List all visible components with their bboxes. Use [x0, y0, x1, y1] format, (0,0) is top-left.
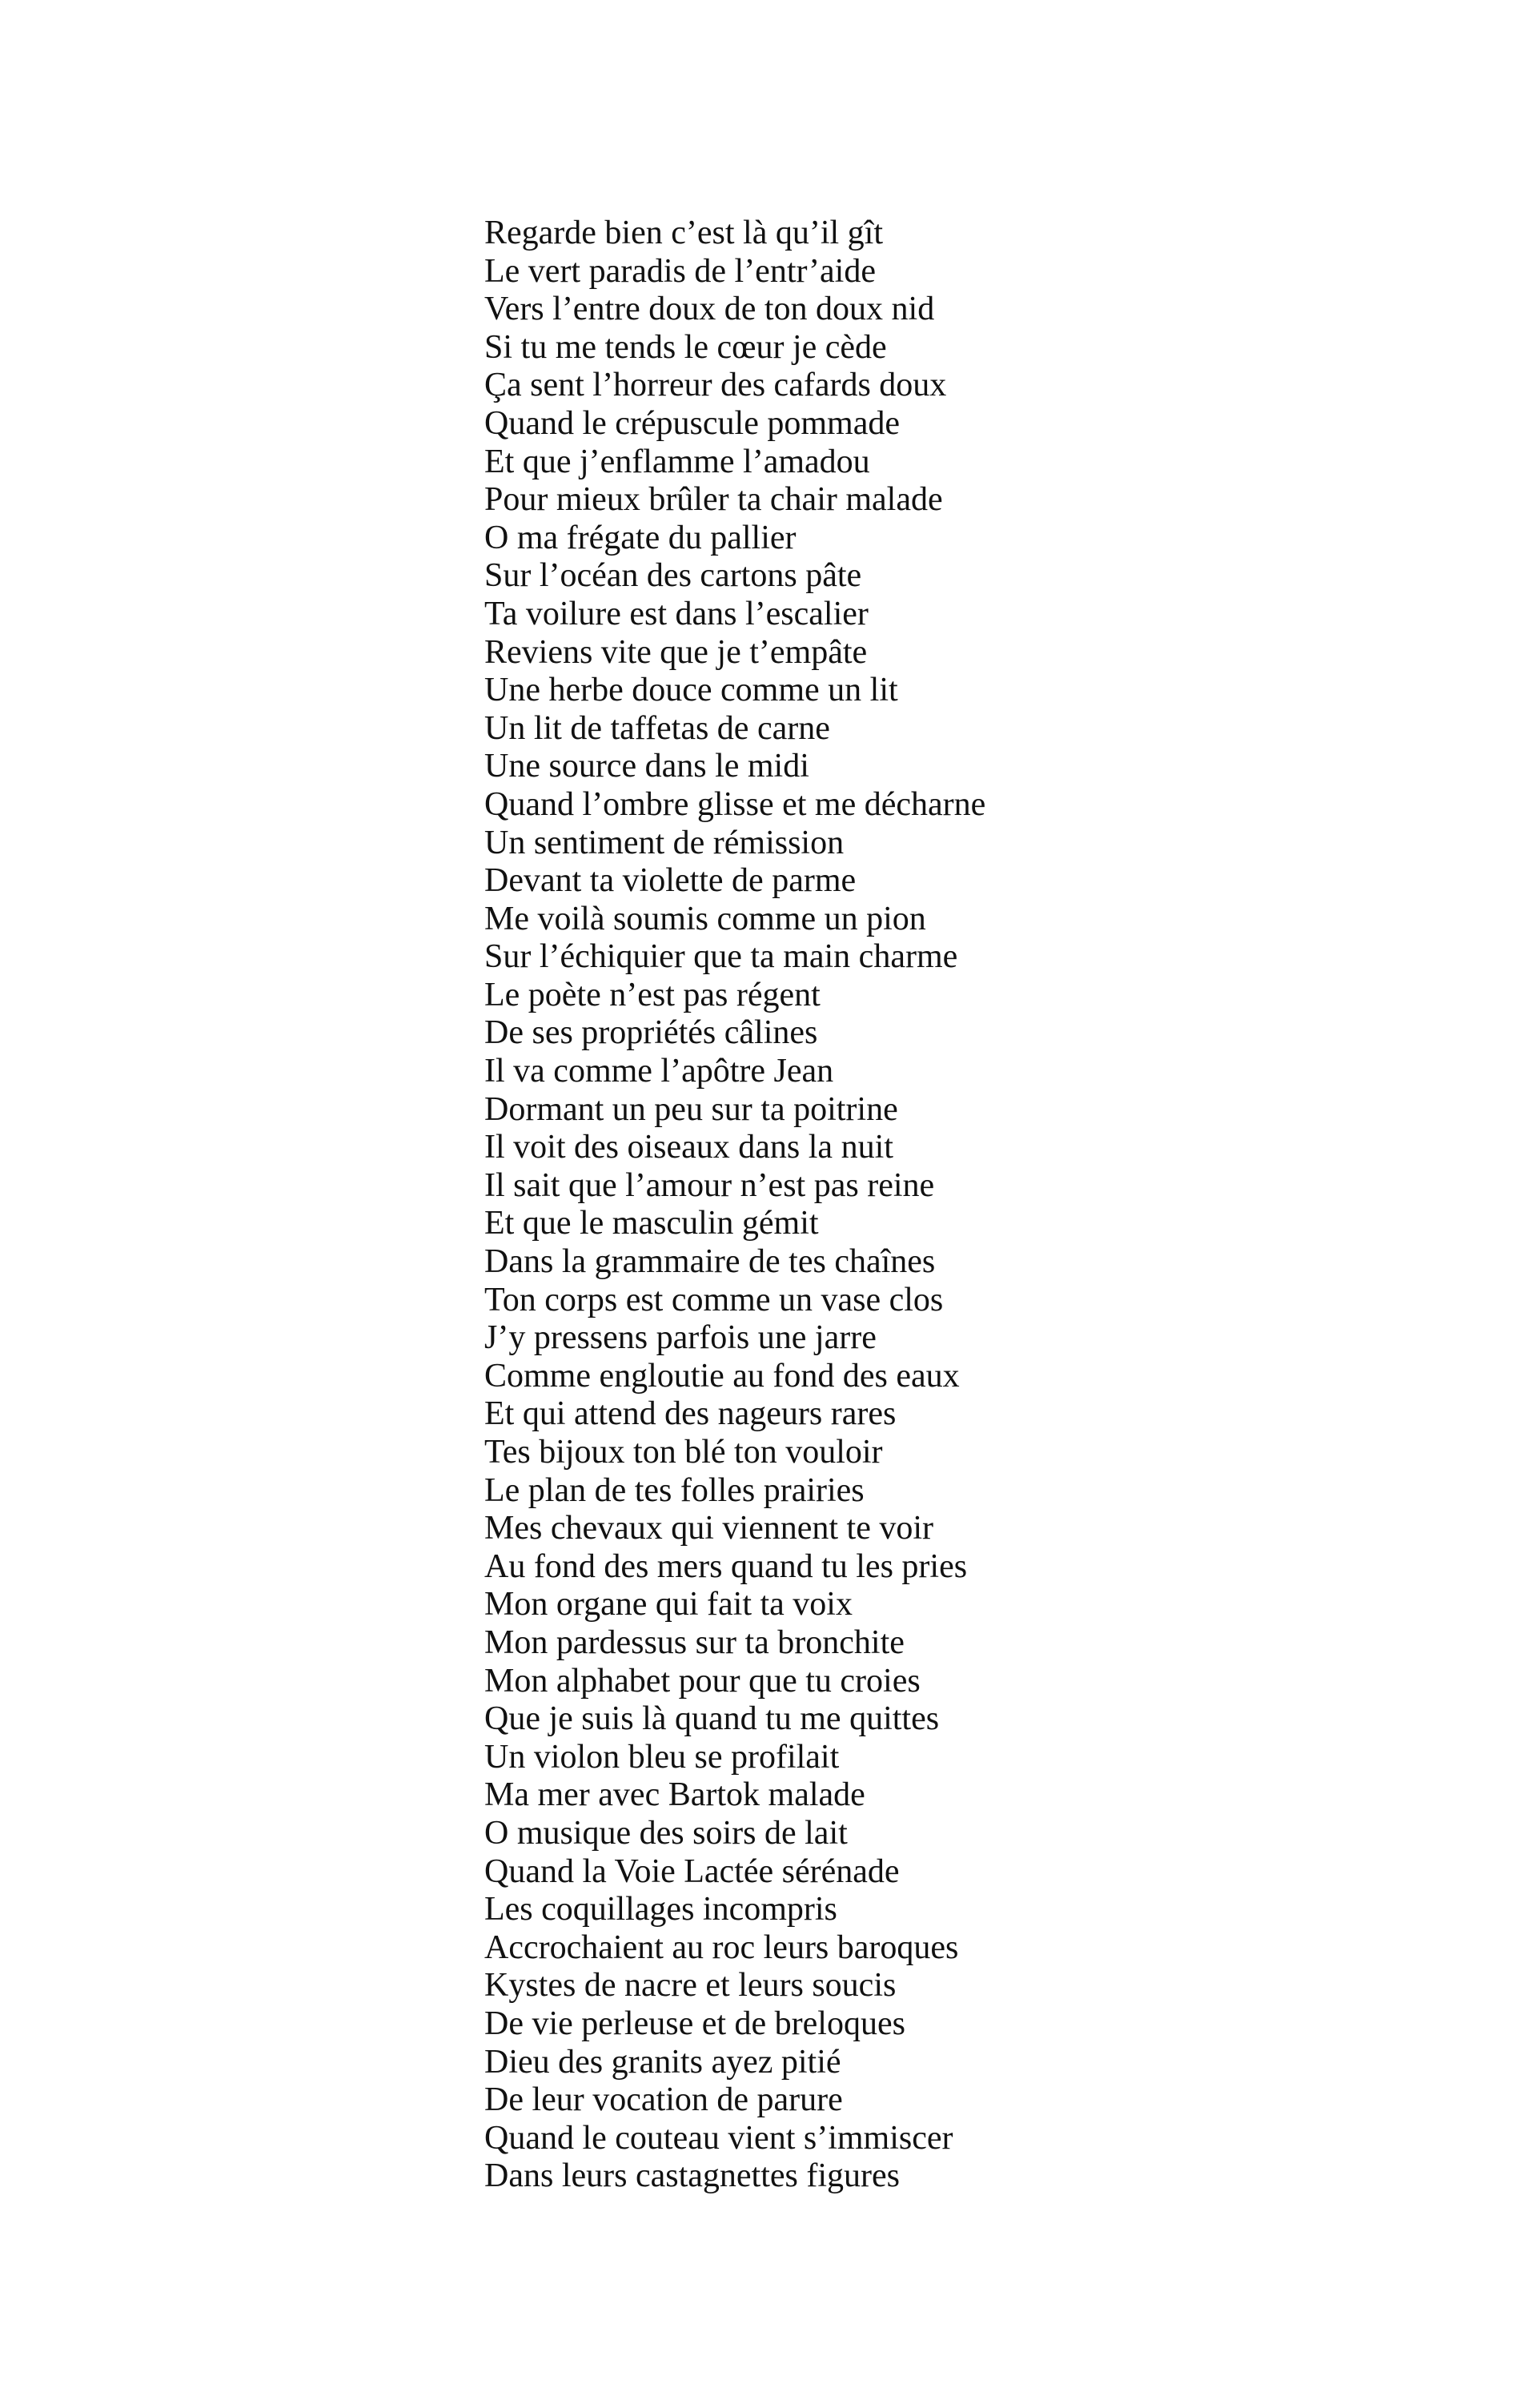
poem-line: De leur vocation de parure [484, 2081, 843, 2119]
poem-line: Le poète n’est pas régent [484, 976, 821, 1013]
poem-line: Ton corps est comme un vase clos [484, 1281, 944, 1318]
poem-line: Et que le masculin gémit [484, 1205, 819, 1242]
poem-line: Ça sent l’horreur des cafards doux [484, 367, 947, 404]
poem-line: Sur l’océan des cartons pâte [484, 557, 862, 595]
poem-line: Une source dans le midi [484, 748, 809, 785]
poem-line: Et qui attend des nageurs rares [484, 1395, 897, 1433]
poem-line: Me voilà soumis comme un pion [484, 900, 926, 937]
poem-line: Un sentiment de rémission [484, 824, 845, 861]
poem-line: Le vert paradis de l’entr’aide [484, 252, 876, 290]
poem-line: Ma mer avec Bartok malade [484, 1776, 865, 1814]
poem-line: Mes chevaux qui viennent te voir [484, 1510, 934, 1547]
poem-line: Kystes de nacre et leurs soucis [484, 1967, 897, 2005]
poem-line: Un violon bleu se profilait [484, 1738, 840, 1776]
poem-line: Comme engloutie au fond des eaux [484, 1357, 960, 1395]
poem-line: Vers l’entre doux de ton doux nid [484, 291, 935, 328]
poem-line: De ses propriétés câlines [484, 1014, 818, 1052]
poem-line: J’y pressens parfois une jarre [484, 1319, 877, 1357]
poem-line: Mon organe qui fait ta voix [484, 1586, 853, 1623]
poem-line: Dieu des granits ayez pitié [484, 2043, 841, 2081]
poem-line: Mon alphabet pour que tu croies [484, 1662, 921, 1700]
poem-line: Reviens vite que je t’empâte [484, 633, 868, 671]
poem-line: Tes bijoux ton blé ton vouloir [484, 1434, 883, 1471]
poem-line: Que je suis là quand tu me quittes [484, 1700, 940, 1738]
poem-line: O ma frégate du pallier [484, 519, 797, 556]
poem-line: Le plan de tes folles prairies [484, 1471, 865, 1509]
poem-text [484, 215, 1405, 2196]
poem-line: De vie perleuse et de breloques [484, 2005, 905, 2042]
poem-line: Ta voilure est dans l’escalier [484, 595, 869, 632]
poem-line: Un lit de taffetas de carne [484, 709, 830, 747]
poem-line: Dans la grammaire de tes chaînes [484, 1243, 936, 1281]
poem-line: Devant ta violette de parme [484, 862, 857, 900]
poem-line: Il va comme l’apôtre Jean [484, 1053, 834, 1090]
poem-line: Dans leurs castagnettes figures [484, 2157, 900, 2195]
poem-line: Il voit des oiseaux dans la nuit [484, 1129, 893, 1166]
poem-line: Sur l’échiquier que ta main charme [484, 938, 958, 976]
poem-line: Il sait que l’amour n’est pas reine [484, 1166, 935, 1204]
poem-line: Quand le couteau vient s’immiscer [484, 2119, 953, 2157]
poem-line: Quand l’ombre glisse et me décharne [484, 785, 986, 823]
poem-line: Si tu me tends le cœur je cède [484, 328, 887, 366]
poem-line: Et que j’enflamme l’amadou [484, 443, 870, 480]
poem-line: Pour mieux brûler ta chair malade [484, 481, 943, 519]
poem-line: O musique des soirs de lait [484, 1814, 848, 1852]
poem-line: Les coquillages incompris [484, 1891, 837, 1928]
poem-line: Mon pardessus sur ta bronchite [484, 1623, 905, 1661]
poem-line: Au fond des mers quand tu les pries [484, 1547, 968, 1585]
poem-line: Une herbe douce comme un lit [484, 672, 898, 709]
poem-line: Quand la Voie Lactée sérénade [484, 1852, 900, 1890]
poem-line: Regarde bien c’est là qu’il gît [484, 215, 883, 251]
poem-line: Dormant un peu sur ta poitrine [484, 1090, 898, 1128]
poem-line: Quand le crépuscule pommade [484, 404, 900, 442]
poem-line: Accrochaient au roc leurs baroques [484, 1928, 959, 1966]
